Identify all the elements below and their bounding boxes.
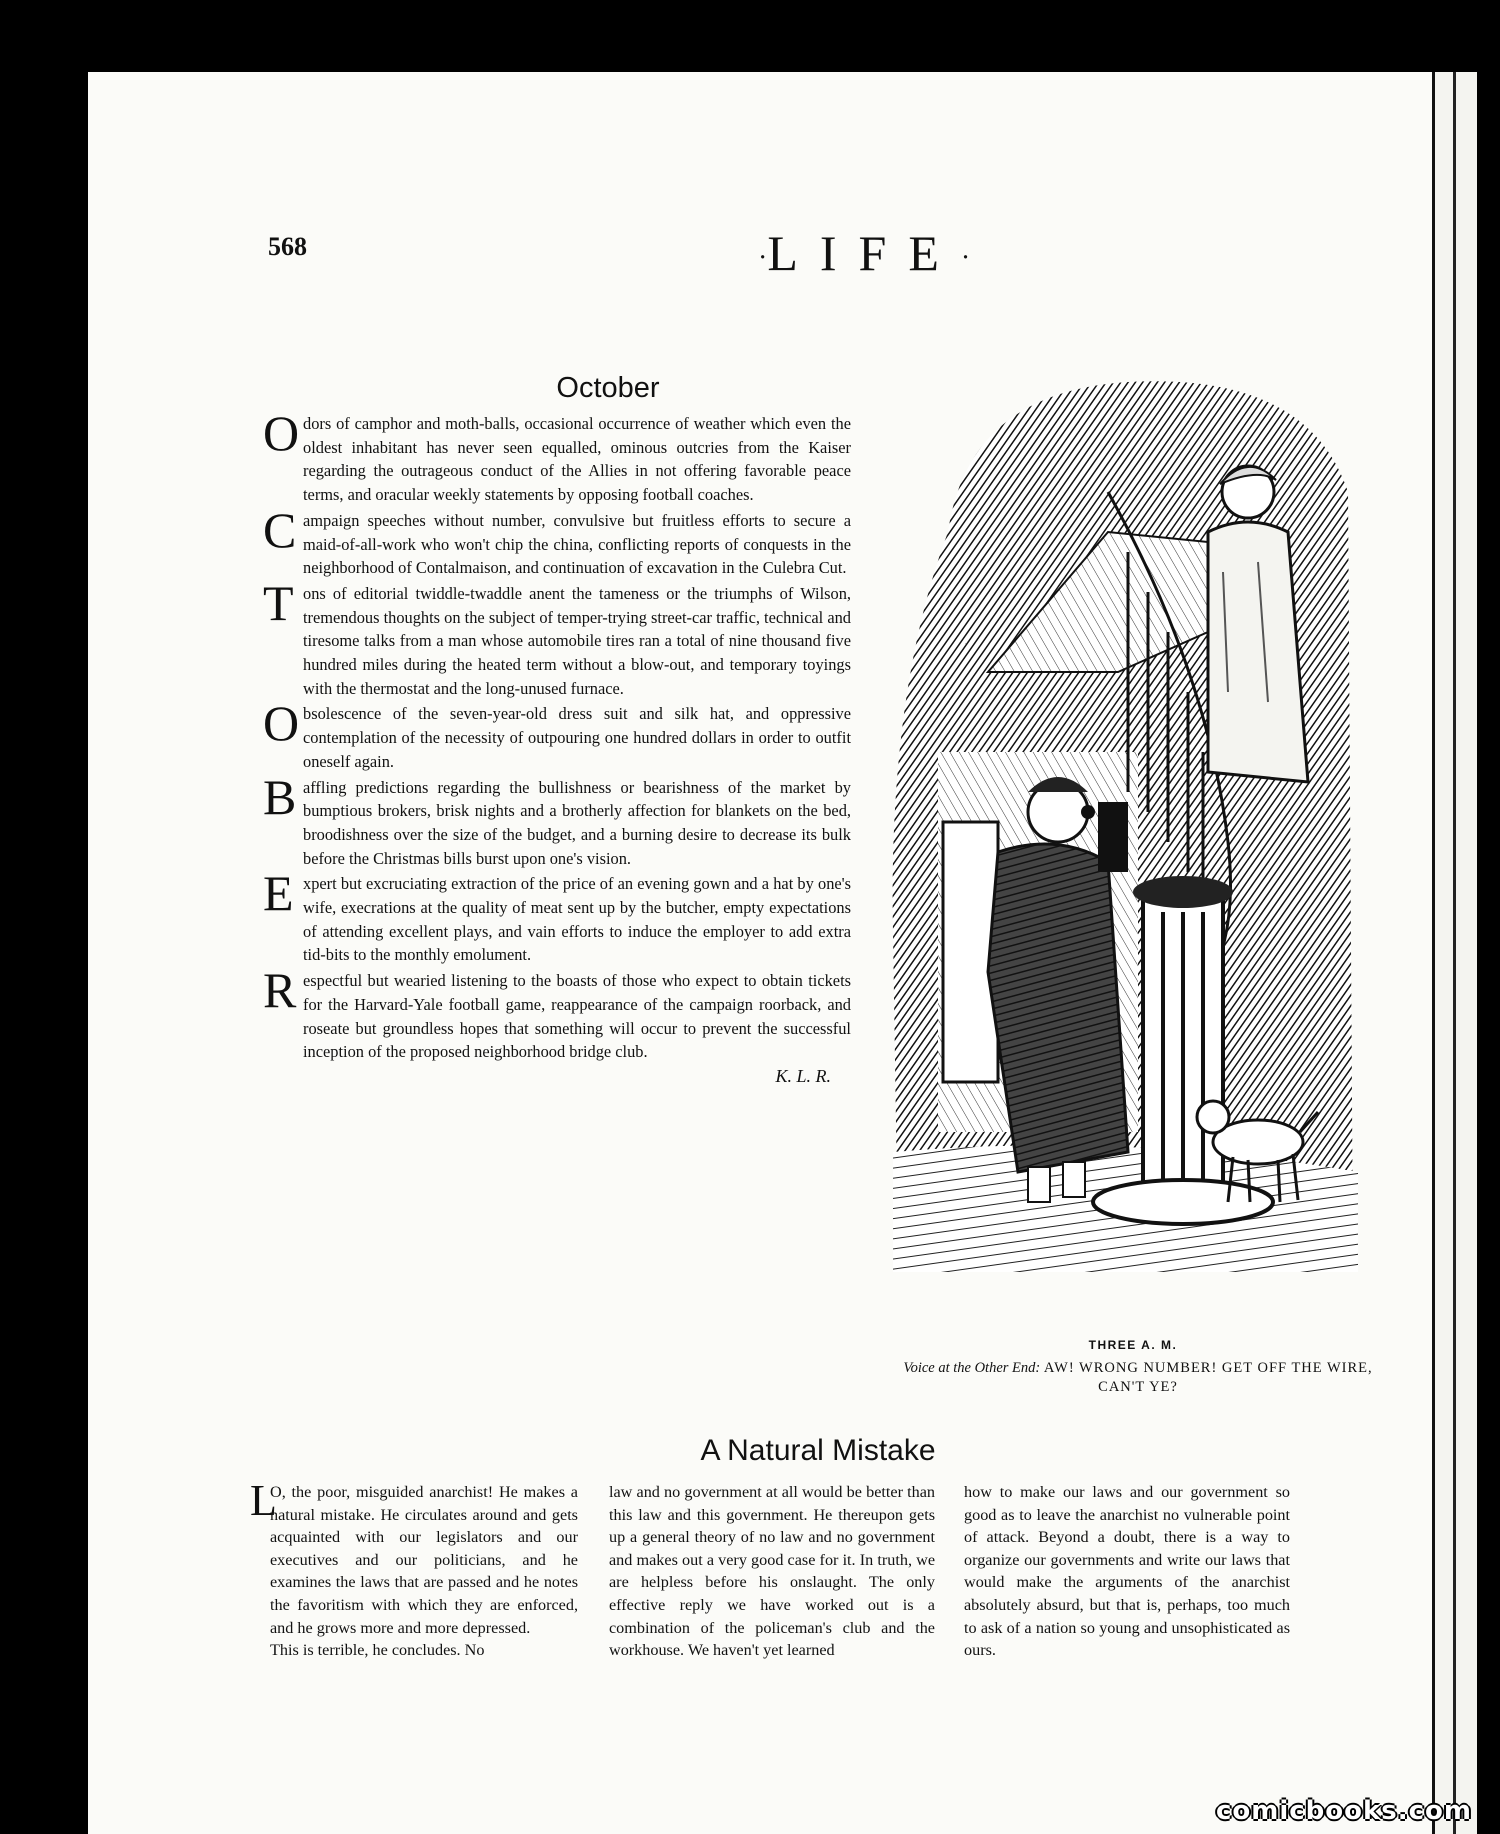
- masthead-title: LIFE: [767, 225, 961, 281]
- caption-quote: AW! WRONG NUMBER! GET OFF THE WIRE, CAN'T YE?: [1043, 1360, 1373, 1395]
- watermark: comicbooks.com: [1215, 1796, 1472, 1826]
- paragraph-text: how to make our laws and our government so good as to leave the anarchist no vulnerable point of attack. Beyond a doubt, there is a way to organize our governments and write our laws that would make the arguments of the anarchist absolutely absurd, but that is, perhaps, too much to ask of a nation so young and unsophisticated as ours.: [964, 1483, 1290, 1660]
- drop-cap: B: [263, 768, 297, 825]
- cartoon-caption: [888, 1359, 1388, 1397]
- october-paragraph: [263, 768, 851, 871]
- paragraph-text: This is terrible, he concludes. No: [270, 1641, 485, 1660]
- drop-cap: O: [263, 695, 300, 752]
- staircase-illustration: [878, 372, 1378, 1284]
- drop-cap: T: [263, 574, 294, 631]
- drop-cap: L: [250, 1476, 277, 1525]
- paragraph-text: espectful but wearied listening to the boasts of those who expect to obtain tickets for the Harvard-Yale football game, reappearance of the campaign roorback, and roseate but groundless hopes that something will occur to prevent the successful inception of the proposed neighborhood bridge club.: [303, 971, 851, 1062]
- drop-cap: E: [263, 865, 294, 922]
- paragraph-text: affling predictions regarding the bullishness or bearishness of the market by bumptious brokers, brisk nights and a brotherly affection for blankets on the bed, broodishness over the size of the budget, and a burning desire to decrease its bulk before the Christmas bills burst upon one's vision.: [303, 777, 851, 868]
- natural-mistake-title: A Natural Mistake: [700, 1434, 936, 1467]
- paragraph-text: law and no government at all would be better than this law and this government. He thereupon gets up a general theory of no law and no government and makes out a very good case for it. In truth, we are helpless before his onslaught. The only effective reply we have worked out is a combination of the policeman's club and the workhouse. We haven't yet learned: [609, 1483, 935, 1660]
- paragraph-text: xpert but excruciating extraction of the price of an evening gown and a hat by one's wife, execrations at the quality of meat sent up by the butcher, empty expectations of attending excellent plays, and vain efforts to induce the employer to add extra tid-bits to the monthly emolument.: [303, 874, 851, 965]
- article-column-1: [250, 1476, 578, 1662]
- drop-cap: C: [263, 501, 297, 558]
- cartoon-caption-title: THREE A. M.: [1088, 1338, 1178, 1352]
- magazine-page: [88, 72, 1432, 1834]
- article-column-2: [609, 1481, 935, 1662]
- paragraph-text: ampaign speeches without number, convulsive but fruitless efforts to secure a maid-of-all-work who won't chip the china, conflicting reports of conquests in the neighborhood of Contalmaison, and continuation of excavation in the Culebra Cut.: [303, 510, 851, 578]
- october-paragraph: [263, 962, 851, 1064]
- paragraph-text: O, the poor, misguided anarchist! He makes a natural mistake. He circulates around and gets acquainted with our legislators and our executives and our politicians, and he examines the laws that are passed and he notes the favoritism with which they are enforced, and he grows more and more depressed.: [270, 1483, 578, 1637]
- october-paragraph: [263, 501, 851, 580]
- paragraph-text: ons of editorial twiddle-twaddle anent the tameness or the triumphs of Wilson, tremendous thoughts on the subject of temper-trying street-car traffic, technical and tiresome talks from a man whose automobile tires ran a total of nine thousand five hundred miles during the heated term without a blow-out, and temporary toyings with the thermostat and the long-unused furnace.: [303, 583, 851, 698]
- october-title: October: [556, 372, 660, 404]
- masthead: [758, 224, 970, 282]
- page-number: 568: [268, 232, 307, 261]
- facing-page-edge: [1432, 72, 1477, 1834]
- author-signature: K. L. R.: [775, 1065, 831, 1086]
- masthead-dot-right: ·: [960, 242, 971, 274]
- october-paragraph: [263, 405, 851, 507]
- caption-speaker: Voice at the Other End:: [903, 1360, 1041, 1376]
- page-fold-line: [1453, 72, 1456, 1834]
- lead-paragraph: [250, 1476, 578, 1639]
- masthead-dot-left: ·: [758, 242, 768, 274]
- october-paragraph: [263, 574, 851, 701]
- paragraph-text: bsolescence of the seven-year-old dress suit and silk hat, and oppressive contemplation of the necessity of outpouring one hundred dollars in order to outfit oneself again.: [303, 704, 851, 771]
- drop-cap: O: [263, 405, 300, 461]
- october-article: [263, 405, 851, 1087]
- october-paragraph: [263, 865, 851, 967]
- drop-cap: R: [263, 962, 297, 1019]
- article-column-3: [964, 1481, 1290, 1662]
- paragraph-text: dors of camphor and moth-balls, occasional occurrence of weather which even the oldest inhabitant has never seen equalled, ominous outcries from the Kaiser regarding the outrageous conduct of the Allies in not offering favorable peace terms, and oracular weekly statements by opposing football coaches.: [303, 414, 851, 505]
- october-paragraph: [263, 695, 851, 773]
